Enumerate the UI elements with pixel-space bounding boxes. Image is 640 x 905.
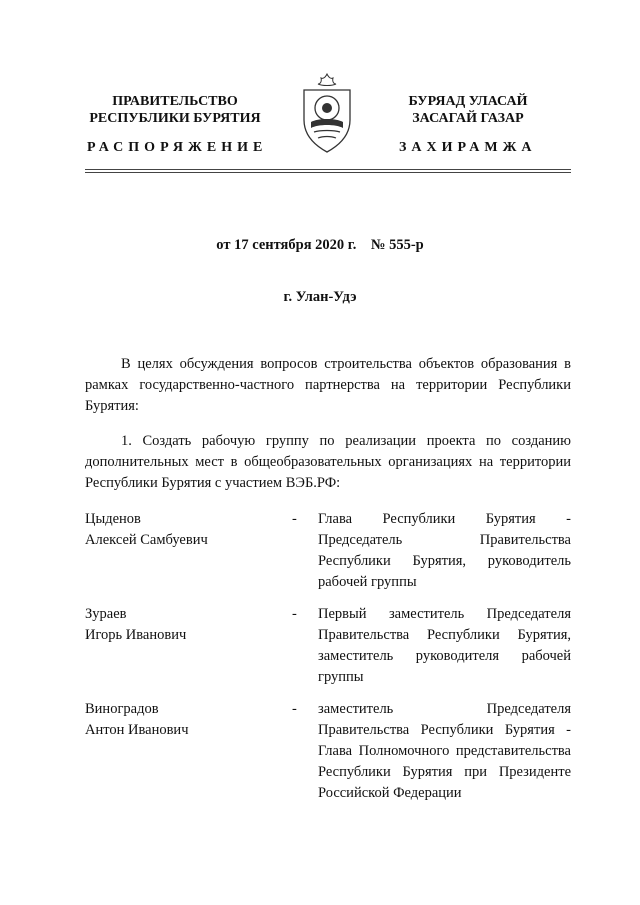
member-role: заместитель Председателя Правительства Республики Бурятия - Глава Полномочного представительства Республики Бурятия при Президенте Российской Федерации	[318, 701, 571, 801]
member-given-name: Игорь Иванович	[85, 627, 187, 643]
member-given-name: Антон Иванович	[85, 722, 189, 738]
member-role: Первый заместитель Председателя Правительства Республики Бурятия, заместитель руководителя рабочей группы	[318, 606, 571, 685]
member-name	[85, 699, 275, 741]
header-right-line2: ЗАСАГАЙ ГАЗАР	[412, 111, 524, 126]
doc-type-right: ЗАХИРАМЖА	[399, 140, 537, 155]
city-line: г. Улан-Удэ	[283, 289, 357, 305]
header-left-line2: РЕСПУБЛИКИ БУРЯТИЯ	[89, 111, 261, 126]
member-name	[85, 509, 275, 551]
header-right-block	[378, 93, 558, 127]
coat-of-arms-buryatia-icon	[298, 72, 356, 154]
member-given-name: Алексей Самбуевич	[85, 532, 208, 548]
member-surname: Виноградов	[85, 701, 159, 717]
date-number-line: от 17 сентября 2020 г. № 555-р	[216, 237, 424, 253]
member-name	[85, 604, 275, 646]
member-role: Глава Республики Бурятия - Председатель Правительства Республики Бурятия, руководитель рабочей группы	[318, 511, 571, 590]
header-left-line1: ПРАВИТЕЛЬСТВО	[112, 94, 238, 109]
member-surname: Зураев	[85, 606, 127, 622]
header-rule-top	[85, 169, 571, 170]
intro-paragraph: В целях обсуждения вопросов строительства объектов образования в рамках государственно-частного партнерства на территории Республики Бурятия:	[85, 356, 571, 414]
member-dash: -	[292, 701, 297, 717]
header-rule-bottom	[85, 172, 571, 173]
member-surname: Цыденов	[85, 511, 141, 527]
doc-type-left: РАСПОРЯЖЕНИЕ	[87, 140, 268, 155]
header-right-line1: БУРЯАД УЛАСАЙ	[408, 94, 528, 109]
header-left-block	[85, 93, 265, 127]
item1-paragraph: 1. Создать рабочую группу по реализации проекта по созданию дополнительных мест в общеобразовательных организациях на территории Республики Бурятия с участием ВЭБ.РФ:	[85, 433, 571, 491]
member-dash: -	[292, 511, 297, 527]
member-dash: -	[292, 606, 297, 622]
